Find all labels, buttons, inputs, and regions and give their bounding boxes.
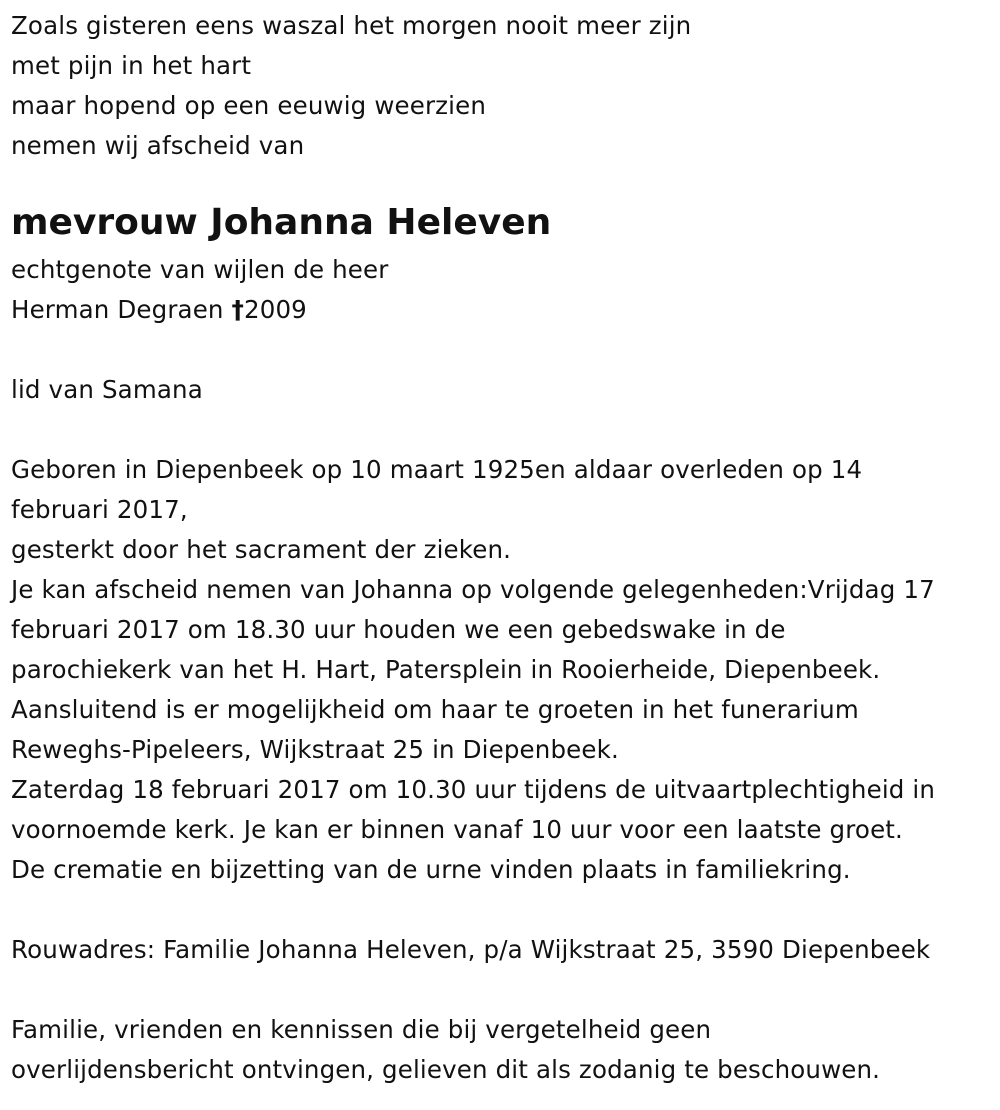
poem-line: met pijn in het hart bbox=[11, 51, 252, 80]
cross-icon: † bbox=[231, 295, 244, 324]
closing-line: overlijdensbericht ontvingen, gelieven dit als zodanig te beschouwen. bbox=[11, 1055, 881, 1084]
detail-line: Geboren in Diepenbeek op 10 maart 1925en aldaar overleden op 14 bbox=[11, 455, 863, 484]
detail-line: De crematie en bijzetting van de urne vinden plaats in familiekring. bbox=[11, 855, 851, 884]
poem-line: Zoals gisteren eens waszal het morgen nooit meer zijn bbox=[11, 11, 692, 40]
detail-line: voornoemde kerk. Je kan er binnen vanaf 10 uur voor een laatste groet. bbox=[11, 815, 903, 844]
poem-line: nemen wij afscheid van bbox=[11, 131, 305, 160]
closing-line: Familie, vrienden en kennissen die bij vergetelheid geen bbox=[11, 1015, 712, 1044]
detail-line: Zaterdag 18 februari 2017 om 10.30 uur tijdens de uitvaartplechtigheid in bbox=[11, 775, 936, 804]
spacer bbox=[11, 410, 996, 450]
detail-line: februari 2017 om 18.30 uur houden we een gebedswake in de bbox=[11, 615, 786, 644]
spacer bbox=[11, 970, 996, 1010]
poem-line: maar hopend op een eeuwig weerzien bbox=[11, 91, 487, 120]
obituary-notice bbox=[11, 6, 996, 1090]
spacer bbox=[11, 330, 996, 370]
detail-line: februari 2017, bbox=[11, 495, 188, 524]
spacer bbox=[11, 890, 996, 930]
mourning-address: Rouwadres: Familie Johanna Heleven, p/a Wijkstraat 25, 3590 Diepenbeek bbox=[11, 935, 931, 964]
detail-line: parochiekerk van het H. Hart, Patersplein in Rooierheide, Diepenbeek. bbox=[11, 655, 881, 684]
detail-line: gesterkt door het sacrament der zieken. bbox=[11, 535, 512, 564]
deceased-name: mevrouw Johanna Heleven bbox=[11, 202, 552, 243]
detail-line: Je kan afscheid nemen van Johanna op volgende gelegenheden:Vrijdag 17 bbox=[11, 575, 935, 604]
spouse-line: echtgenote van wijlen de heer bbox=[11, 255, 389, 284]
spouse-death-year: 2009 bbox=[243, 295, 307, 324]
detail-line: Aansluitend is er mogelijkheid om haar te groeten in het funerarium bbox=[11, 695, 859, 724]
spouse-name: Herman Degraen bbox=[11, 295, 232, 324]
membership: lid van Samana bbox=[11, 375, 203, 404]
spouse-name-line bbox=[11, 290, 996, 330]
detail-line: Reweghs-Pipeleers, Wijkstraat 25 in Diepenbeek. bbox=[11, 735, 619, 764]
